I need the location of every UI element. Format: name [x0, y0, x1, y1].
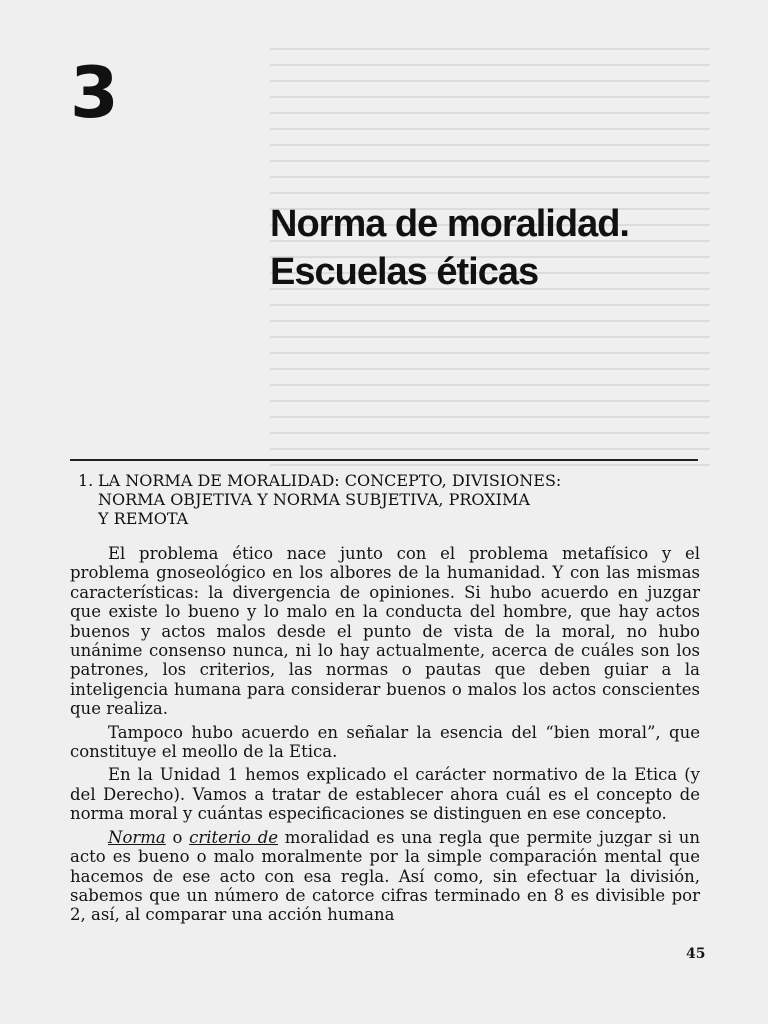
section-heading — [78, 471, 698, 528]
section-divider — [70, 459, 698, 461]
term-norma: Norma — [108, 827, 166, 847]
body-text — [70, 544, 700, 929]
term-criterio: criterio de — [189, 827, 279, 847]
chapter-title — [270, 200, 629, 296]
chapter-title-line: Escuelas éticas — [270, 251, 539, 293]
chapter-title-line: Norma de moralidad. — [270, 203, 629, 245]
page-number: 45 — [686, 946, 706, 962]
section-number: 1. — [78, 471, 94, 490]
paragraph: En la Unidad 1 hemos explicado el carácter normativo de la Etica (y del Derecho). Vamos a tratar de establecer ahora cuál es el concepto de norma moral y cuántas especificaciones se distinguen en ese concepto. — [70, 765, 700, 824]
paragraph — [70, 828, 700, 925]
section-heading-line: NORMA OBJETIVA Y NORMA SUBJETIVA, PROXIMA — [98, 490, 530, 509]
chapter-number: 3 — [70, 52, 119, 134]
paragraph-text: moralidad es una regla que permite juzgar si un acto es bueno o malo moralmente por la simple comparación mental que hacemos de ese acto con esa regla. Así como, sin efectuar la división, sabemos que un número de catorce cifras terminado en 8 es divisible por 2, así, al comparar una acción humana — [70, 827, 700, 925]
section-heading-line: Y REMOTA — [98, 509, 189, 528]
paragraph-text: o — [165, 827, 190, 847]
section-heading-line: LA NORMA DE MORALIDAD: CONCEPTO, DIVISIONES: — [98, 471, 562, 490]
paragraph: El problema ético nace junto con el problema metafísico y el problema gnoseológico en los albores de la humanidad. Y con las mismas características: la divergencia de opiniones. Si hubo acuerdo en juzgar que existe lo bueno y lo malo en la conducta del hombre, que hay actos buenos y actos malos desde el punto de vista de la moral, no hubo unánime consenso nunca, ni lo hay actualmente, acerca de cuáles son los patrones, los criterios, las normas o pautas que deben guiar a la inteligencia humana para considerar buenos o malos los actos conscientes que realiza. — [70, 544, 700, 719]
paragraph: Tampoco hubo acuerdo en señalar la esencia del “bien moral”, que constituye el meollo de la Etica. — [70, 722, 700, 762]
